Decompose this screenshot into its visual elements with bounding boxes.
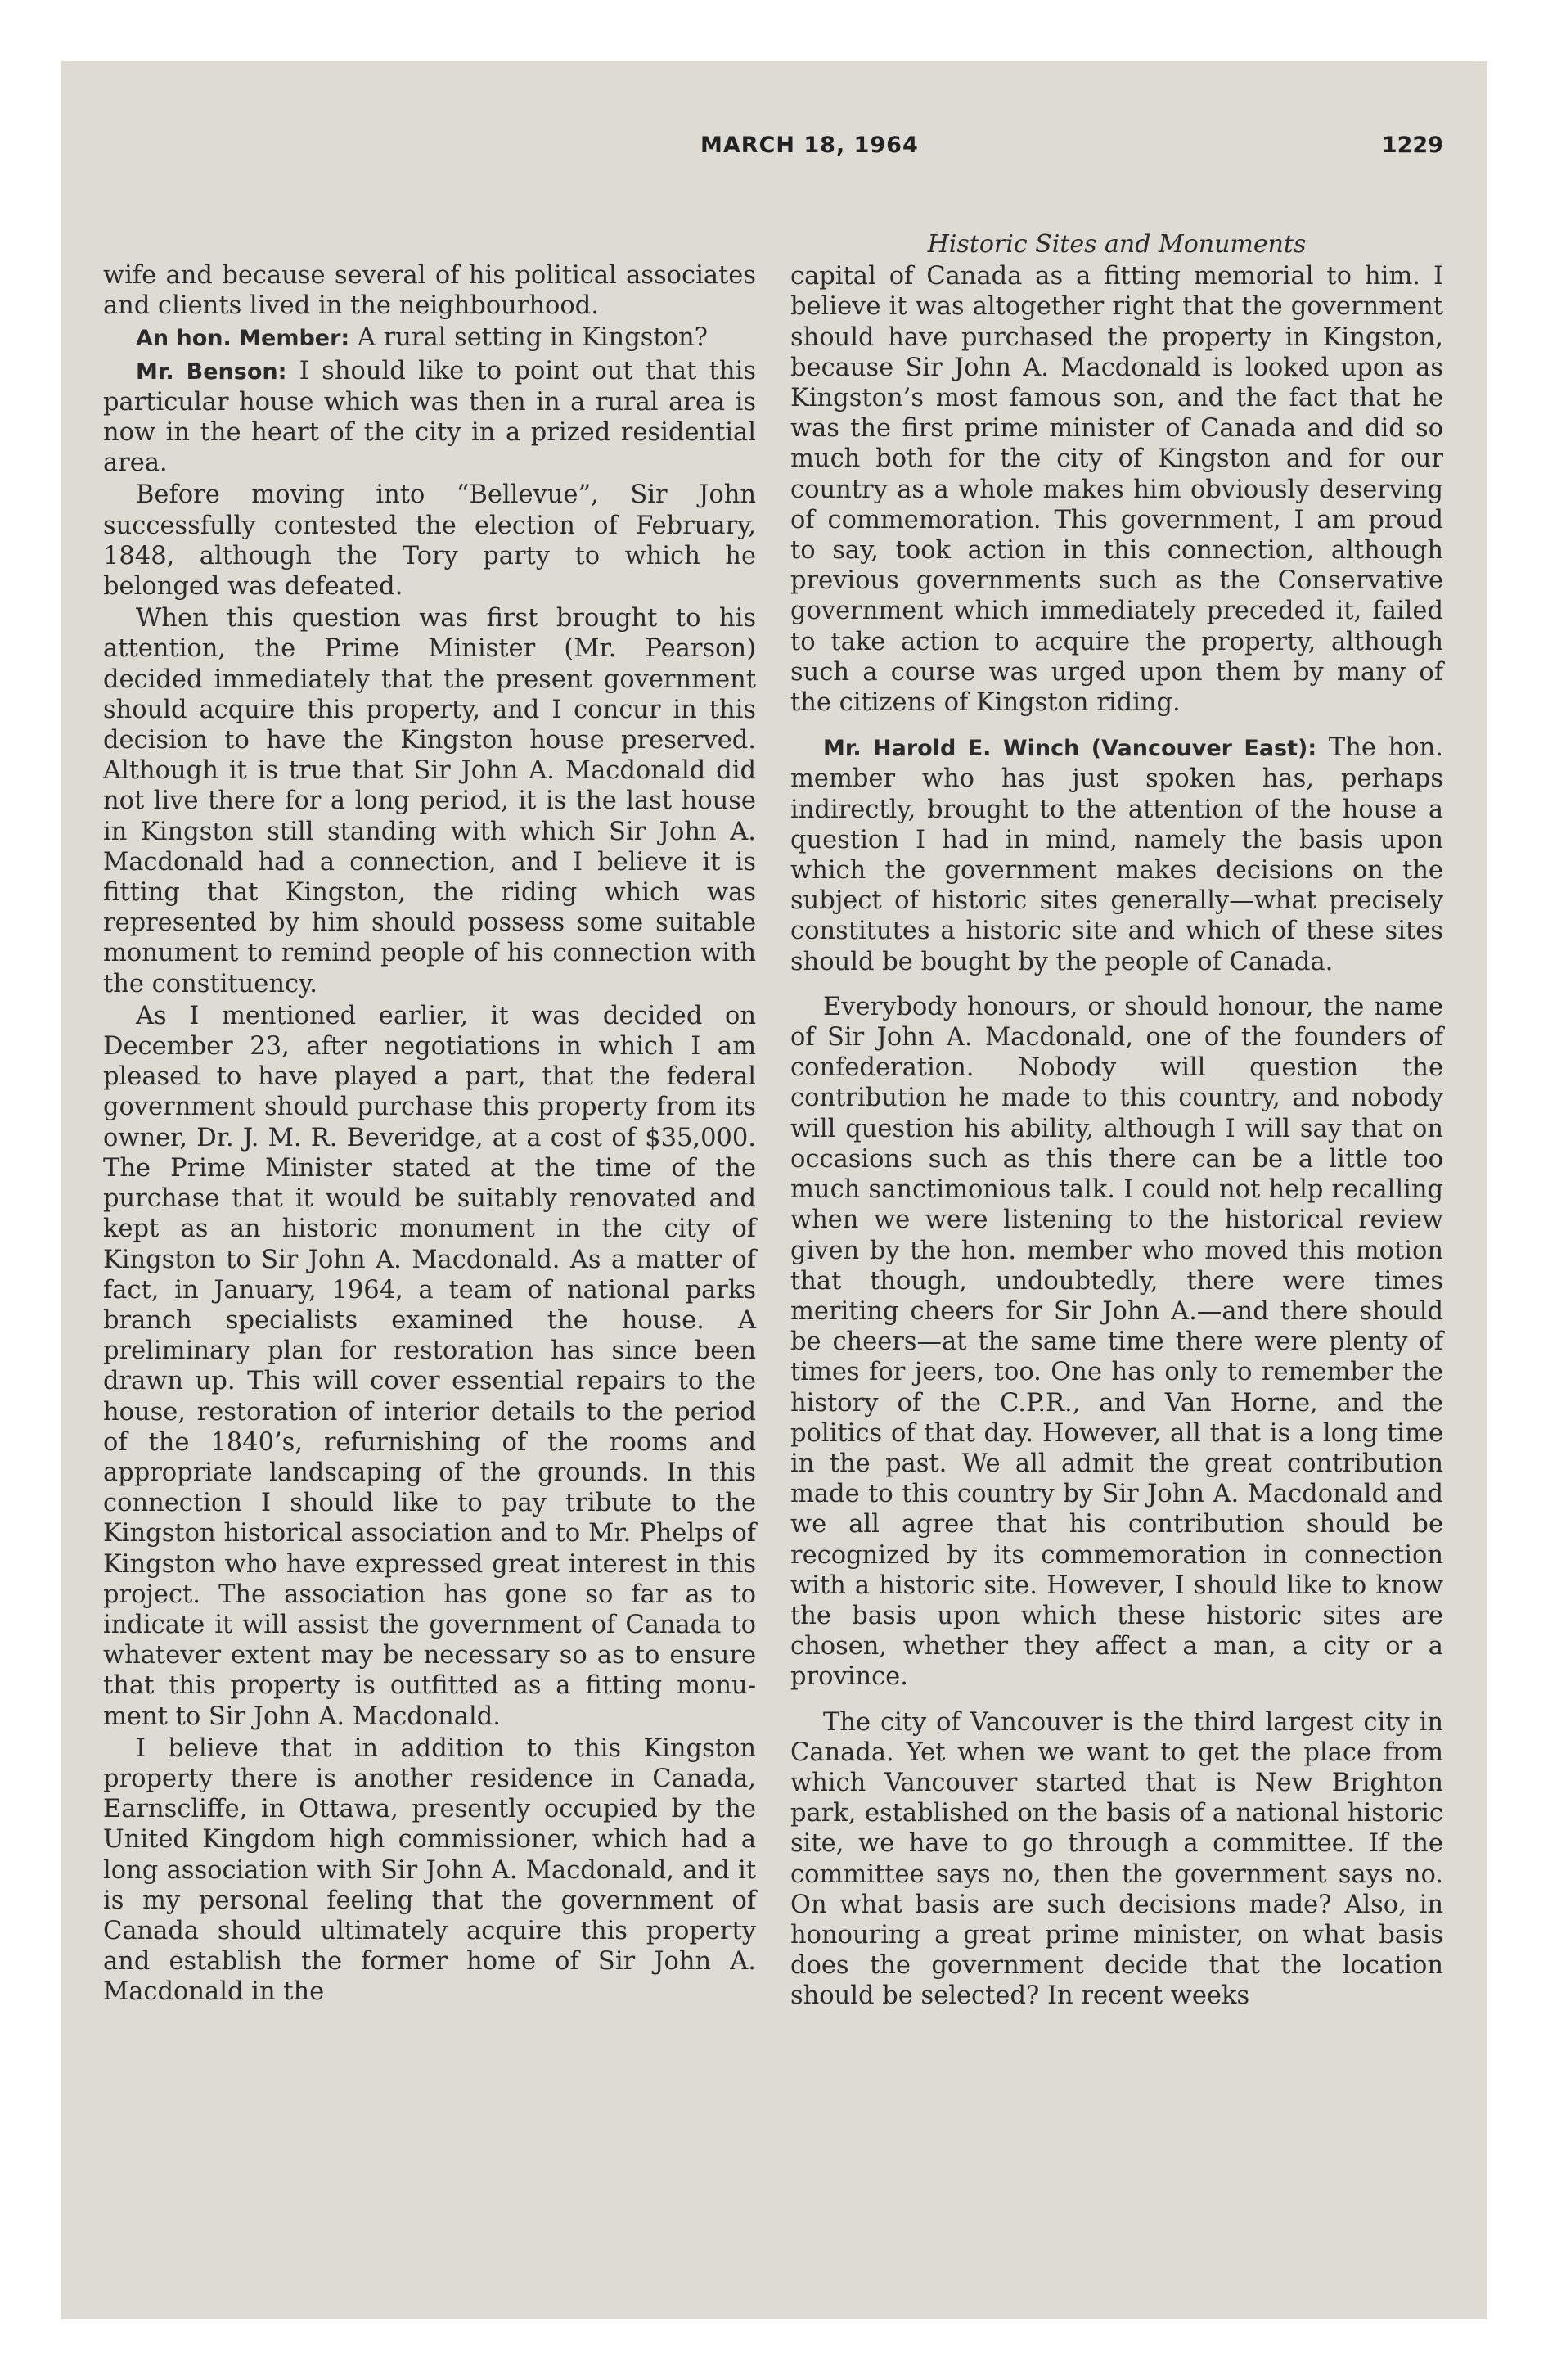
paragraph bbox=[103, 322, 756, 354]
speech-text: I should like to point out that this particular house which was then in a rural area is now in the heart of the city in a prized residential area. bbox=[103, 356, 756, 478]
paragraph: I believe that in addition to this Kingston property there is another residence in Canada, Earnscliffe, in Ottawa, presently occupied by the United Kingdom high commissioner, which had a long association with Sir John A. Macdonald, and it is my personal feeling that the government of Canada should ultimately acquire this property and establish the former home of Sir John A. Macdonald in the bbox=[103, 1733, 756, 2007]
right-column bbox=[790, 229, 1443, 2013]
paragraph: As I mentioned earlier, it was decided on December 23, after negotiations in which I am pleased to have played a part, that the federal government should purchase this property from its owner, Dr. J. M. R. Beveridge, at a cost of $35,000. The Prime Minister stated at the time of the purchase that it would be suitably renovated and kept as an historic monument in the city of Kingston to Sir John A. Macdonald. As a matter of fact, in January, 1964, a team of national parks branch specialists examined the house. A preliminary plan for restoration has since been drawn up. This will cover essential repairs to the house, restoration of interior details to the period of the 1840’s, refurnishing of the rooms and appropriate landscaping of the grounds. In this connection I should like to pay tribute to the Kingston historical association and to Mr. Phelps of Kingston who have expressed great interest in this project. The association has gone so far as to indicate it will assist the government of Canada to whatever extent may be necessary so as to ensure that this property is outfitted as a fitting monument to Sir John A. Macdonald. bbox=[103, 1001, 756, 1731]
paragraph: The city of Vancouver is the third largest city in Canada. Yet when we want to get the place from which Vancouver started that is New Brighton park, established on the basis of a national historic site, we have to go through a committee. If the committee says no, then the government says no. On what basis are such decisions made? Also, in honouring a great prime minister, on what basis does the government decide that the location should be selected? In recent weeks bbox=[790, 1707, 1443, 2011]
speech-text: A rural setting in Kingston? bbox=[349, 323, 708, 353]
paragraph: Before moving into “Bellevue”, Sir John successfully contested the election of February, 1848, although the Tory party to which he belonged was defeated. bbox=[103, 480, 756, 602]
paragraph: wife and because several of his political associates and clients lived in the neighbourhood. bbox=[103, 261, 756, 321]
paragraph bbox=[103, 356, 756, 479]
speech-text: The hon. member who has just spoken has, perhaps indirectly, brought to the attention of the house a question I had in mind, namely the basis upon which the government makes decisions on the subject of historic sites generally—what precisely constitutes a historic site and which of these sites should be bought by the people of Canada. bbox=[790, 733, 1443, 976]
running-title: Historic Sites and Monuments bbox=[927, 230, 1307, 259]
page-number: 1229 bbox=[1381, 133, 1443, 158]
header-date: MARCH 18, 1964 bbox=[700, 133, 919, 158]
paragraph: capital of Canada as a fitting memorial to him. I believe it was altogether right that the government should have purchased the property in Kingston, because Sir John A. Macdonald is looked upon as Kingston’s most famous son, and the fact that he was the first prime minister of Canada and did so much both for the city of Kingston and for our country as a whole makes him obviously deserving of commemoration. This government, I am proud to say, took action in this connection, although previous governments such as the Conservative government which immediately preceded it, failed to take action to acquire the property, although such a course was urged upon them by many of the citizens of Kingston riding. bbox=[790, 262, 1443, 718]
speaker-name: An hon. Member: bbox=[136, 326, 350, 352]
left-column bbox=[103, 260, 756, 2009]
paragraph bbox=[790, 732, 1443, 977]
scanned-page bbox=[61, 61, 1487, 2319]
paragraph: When this question was first brought to his attention, the Prime Minister (Mr. Pearson) decided immediately that the present government should acquire this property, and I concur in this decision to have the Kingston house preserved. Although it is true that Sir John A. Macdonald did not live there for a long period, it is the last house in Kingston still standing with which Sir John A. Macdonald had a connection, and I believe it is fitting that Kingston, the riding which was represented by him should possess some suitable monument to remind people of his connection with the constituency. bbox=[103, 604, 756, 998]
page-header bbox=[105, 133, 1443, 174]
paragraph: Everybody honours, or should honour, the name of Sir John A. Macdonald, one of the founders of confederation. Nobody will question the contribution he made to this country, and nobody will question his ability, although I will say that on occasions such as this there can be a little too much sanctimonious talk. I could not help recalling when we were listening to the historical review given by the hon. member who moved this motion that though, undoubtedly, there were times meriting cheers for Sir John A.—and there should be cheers—at the same time there were plenty of times for jeers, too. One has only to remember the history of the C.P.R., and Van Horne, and the politics of that day. However, all that is a long time in the past. We all admit the great contribution made to this country by Sir John A. Macdonald and we all agree that his contribution should be recognized by its commemoration in connection with a historic site. However, I should like to know the basis upon which these historic sites are chosen, whether they affect a man, a city or a province. bbox=[790, 992, 1443, 1692]
speaker-name: Mr. Harold E. Winch (Vancouver East): bbox=[823, 736, 1317, 762]
speaker-name: Mr. Benson: bbox=[136, 358, 287, 385]
